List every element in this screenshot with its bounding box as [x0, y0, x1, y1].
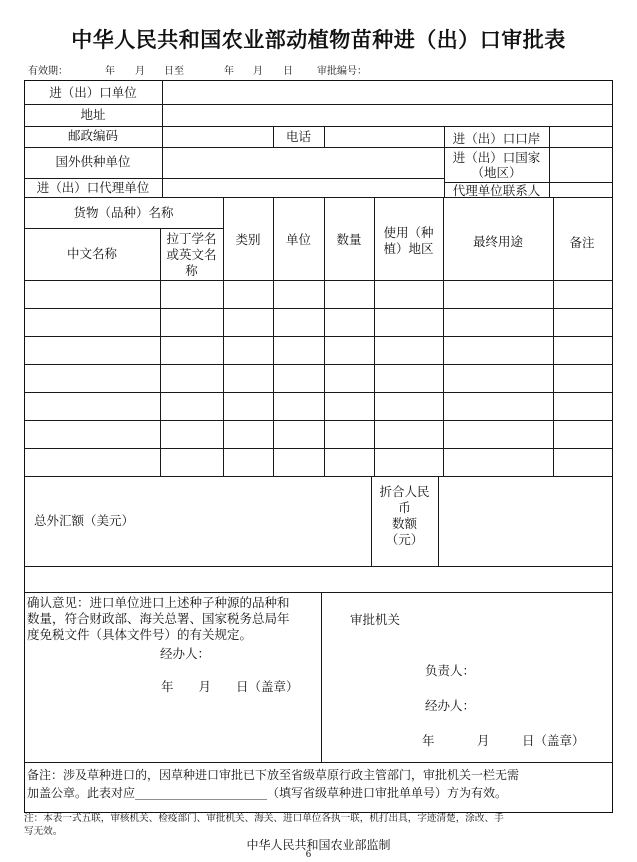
usage-region-header-1: 使用（种 [383, 225, 434, 240]
approval-date-year: 年 [422, 733, 435, 748]
quantity-header: 数量 [336, 232, 362, 247]
validity-day-2: 日 [283, 66, 293, 77]
rmb-amount-label-1: 折合人民 [379, 484, 430, 499]
validity-day-to: 日至 [164, 66, 184, 77]
confirm-date-seal: 年 月 日（盖章） [161, 679, 299, 694]
page-number: 6 [305, 850, 312, 860]
confirm-line-2: 数量，符合财政部、海关总署、国家税务总局年 [27, 611, 290, 626]
approval-authority-label: 审批机关 [350, 612, 401, 627]
approval-number-label: 审批编号： [317, 66, 367, 77]
usage-region-header-2: 植）地区 [383, 241, 434, 256]
chinese-name-header: 中文名称 [66, 246, 117, 261]
footer-issuer: 中华人民共和国农业部监制 [246, 838, 391, 852]
category-header: 类别 [235, 232, 261, 247]
io-port-label: 进（出）口口岸 [452, 131, 541, 146]
rmb-amount-label-2: 币 [398, 500, 411, 515]
unit-header: 单位 [285, 232, 311, 247]
io-agent-label: 进（出）口代理单位 [36, 180, 150, 195]
confirm-line-3: 度免税文件（具体文件号）的有关规定。 [27, 627, 253, 642]
note-line-2: 写无效。 [24, 826, 63, 837]
page-title: 中华人民共和国农业部动植物苗种进（出）口审批表 [71, 28, 566, 52]
approval-responsible-label: 负责人： [425, 663, 476, 678]
remark-line-1: 备注：涉及草种进口的，因草种进口审批已下放至省级草原行政主管部门，审批机关一栏无需 [27, 768, 520, 782]
latin-name-header-2: 或英文名 [166, 247, 217, 262]
agent-contact-label: 代理单位联系人 [452, 183, 541, 198]
validity-month-1: 月 [135, 66, 145, 77]
io-unit-label: 进（出）口单位 [49, 85, 137, 100]
remark-line-2: 加盖公章。此表对应______________________（填写省级草种进口审批单单号）方为有效。 [27, 786, 508, 800]
io-region-label: （地区） [471, 165, 522, 180]
confirm-line-1: 确认意见：进口单位进口上述种子种源的品种和 [27, 595, 290, 610]
latin-name-header-3: 称 [185, 263, 198, 278]
goods-name-header: 货物（品种）名称 [73, 205, 174, 220]
validity-label: 有效期： [28, 66, 68, 77]
foreign-total-label: 总外汇额（美元） [34, 513, 135, 528]
confirm-handler-label: 经办人： [160, 646, 211, 661]
postal-code-label: 邮政编码 [67, 128, 118, 143]
approval-date-day-seal: 日（盖章） [522, 733, 585, 748]
approval-date-month: 月 [477, 733, 490, 748]
validity-year-1: 年 [105, 66, 115, 77]
rmb-amount-label-3: 数额 [391, 516, 417, 531]
address-label: 地址 [80, 107, 106, 122]
phone-label: 电话 [285, 129, 311, 144]
latin-name-header-1: 拉丁学名 [166, 231, 217, 246]
validity-month-2: 月 [253, 66, 263, 77]
note-line-1: 注：本表一式五联，审核机关、检疫部门、审批机关、海关、进口单位各执一联，机打出具，字迹清楚，涂改、手 [24, 813, 504, 824]
approval-handler-label: 经办人： [425, 698, 476, 713]
final-use-header: 最终用途 [472, 234, 523, 249]
remarks-header: 备注 [569, 235, 595, 250]
validity-year-2: 年 [224, 66, 234, 77]
foreign-supplier-label: 国外供种单位 [55, 154, 131, 169]
io-country-label: 进（出）口国家 [452, 150, 541, 165]
rmb-amount-label-4: （元） [385, 532, 424, 547]
